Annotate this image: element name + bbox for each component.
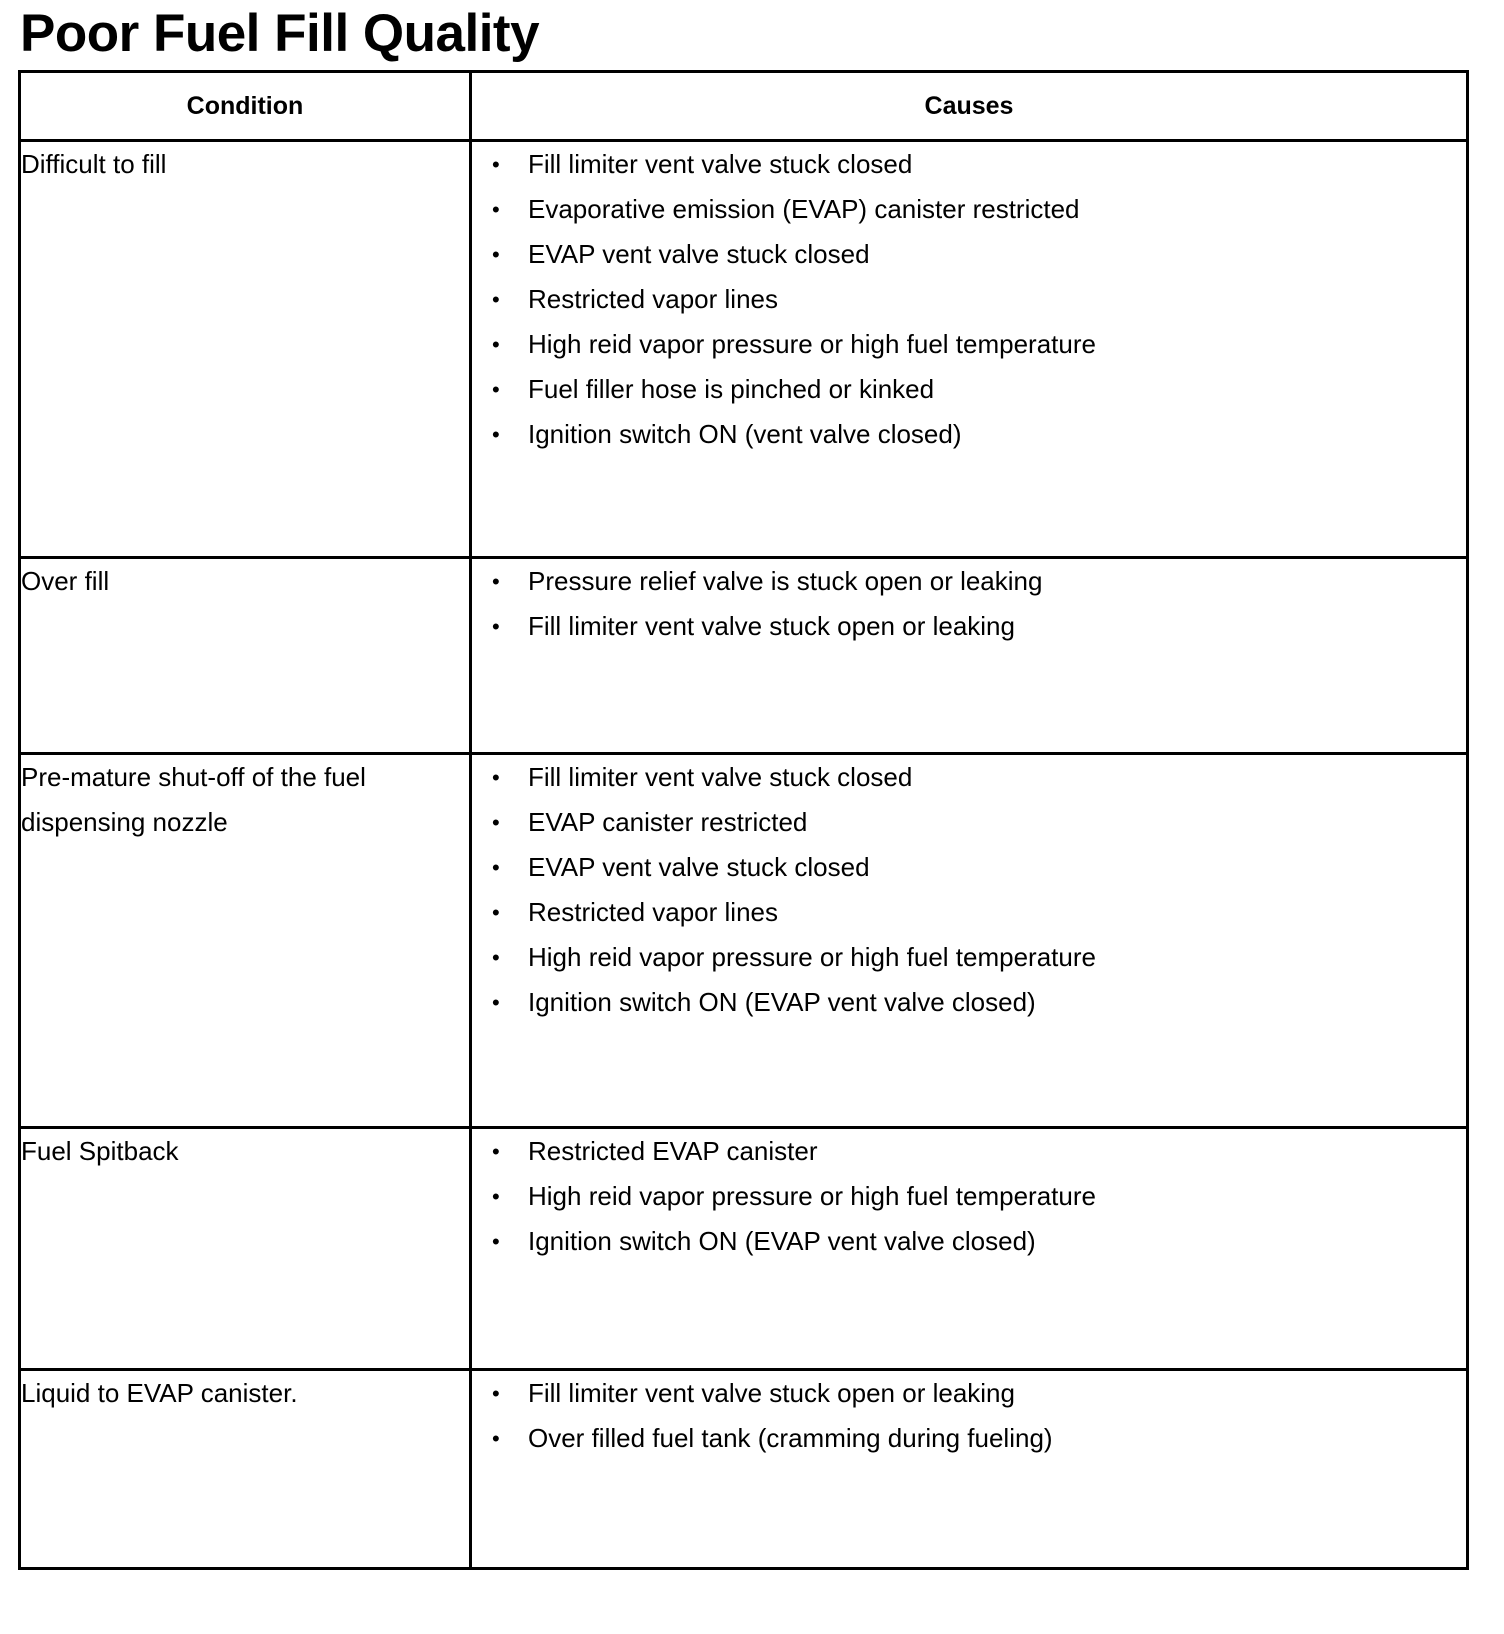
cause-item [472,755,1466,800]
cause-item [472,277,1466,322]
cause-list [472,1129,1466,1264]
cause-text: Ignition switch ON (vent valve closed) [528,419,962,449]
cause-list [472,142,1466,457]
bullet-icon: • [492,990,500,1015]
cause-text: Over filled fuel tank (cramming during fueling) [528,1423,1053,1453]
cause-text: Fill limiter vent valve stuck closed [528,762,913,792]
cause-item [472,367,1466,412]
cause-text: High reid vapor pressure or high fuel temperature [528,329,1096,359]
cause-list [472,559,1466,649]
table-row [20,1128,1468,1370]
causes-cell [471,1370,1468,1569]
condition-cell: Difficult to fill [20,141,471,558]
bullet-icon: • [492,614,500,639]
table-row [20,141,1468,558]
bullet-icon: • [492,242,500,267]
cause-list [472,755,1466,1025]
table-row [20,558,1468,754]
fuel-fill-table [18,70,1469,1570]
bullet-icon: • [492,945,500,970]
cause-item [472,232,1466,277]
cause-item [472,187,1466,232]
cause-text: Restricted vapor lines [528,897,778,927]
cause-item [472,322,1466,367]
cause-item [472,1219,1466,1264]
cause-item [472,845,1466,890]
bullet-icon: • [492,1139,500,1164]
causes-cell [471,141,1468,558]
cause-text: EVAP canister restricted [528,807,808,837]
cause-item [472,142,1466,187]
cause-text: EVAP vent valve stuck closed [528,239,870,269]
cause-item [472,559,1466,604]
bullet-icon: • [492,377,500,402]
cause-item [472,1371,1466,1416]
bullet-icon: • [492,1184,500,1209]
cause-text: Restricted vapor lines [528,284,778,314]
table-row [20,754,1468,1128]
bullet-icon: • [492,765,500,790]
cause-text: High reid vapor pressure or high fuel temperature [528,942,1096,972]
cause-item [472,935,1466,980]
cause-text: Pressure relief valve is stuck open or leaking [528,566,1043,596]
bullet-icon: • [492,1426,500,1451]
cause-text: Fill limiter vent valve stuck open or leaking [528,1378,1015,1408]
cause-text: Fuel filler hose is pinched or kinked [528,374,935,404]
bullet-icon: • [492,332,500,357]
bullet-icon: • [492,1229,500,1254]
cause-item [472,1416,1466,1461]
causes-cell [471,558,1468,754]
cause-text: EVAP vent valve stuck closed [528,852,870,882]
causes-cell [471,754,1468,1128]
bullet-icon: • [492,197,500,222]
condition-cell: Over fill [20,558,471,754]
page-title: Poor Fuel Fill Quality [20,4,540,63]
cause-text: Ignition switch ON (EVAP vent valve closed) [528,1226,1036,1256]
cause-item [472,980,1466,1025]
cause-list [472,1371,1466,1461]
bullet-icon: • [492,810,500,835]
cause-text: Evaporative emission (EVAP) canister restricted [528,194,1080,224]
cause-text: Ignition switch ON (EVAP vent valve closed) [528,987,1036,1017]
cause-item [472,604,1466,649]
bullet-icon: • [492,422,500,447]
cause-text: Fill limiter vent valve stuck open or leaking [528,611,1015,641]
cause-item [472,800,1466,845]
causes-cell [471,1128,1468,1370]
bullet-icon: • [492,152,500,177]
table-row [20,1370,1468,1569]
cause-item [472,890,1466,935]
condition-cell: Liquid to EVAP canister. [20,1370,471,1569]
causes-header: Causes [471,72,1468,141]
cause-item [472,1129,1466,1174]
cause-item [472,1174,1466,1219]
cause-item [472,412,1466,457]
cause-text: Restricted EVAP canister [528,1136,818,1166]
bullet-icon: • [492,569,500,594]
condition-cell: Fuel Spitback [20,1128,471,1370]
condition-cell: Pre-mature shut-off of the fuel dispensing nozzle [20,754,471,1128]
table-header-row [20,72,1468,141]
bullet-icon: • [492,855,500,880]
bullet-icon: • [492,900,500,925]
condition-header: Condition [20,72,471,141]
cause-text: High reid vapor pressure or high fuel temperature [528,1181,1096,1211]
bullet-icon: • [492,287,500,312]
bullet-icon: • [492,1381,500,1406]
cause-text: Fill limiter vent valve stuck closed [528,149,913,179]
